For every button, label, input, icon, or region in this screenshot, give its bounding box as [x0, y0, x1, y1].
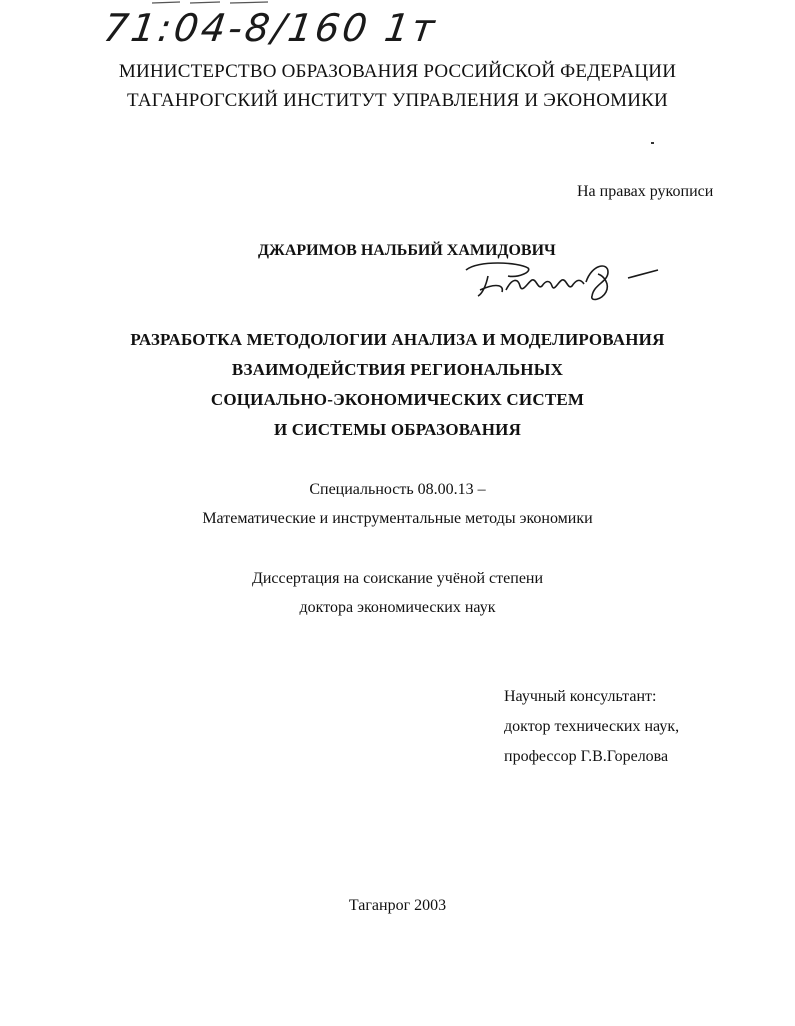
- dissertation-degree-line: Диссертация на соискание учёной степени: [251, 570, 544, 587]
- degree-name: доктора экономических наук: [299, 599, 496, 616]
- author-signature: [458, 256, 668, 304]
- author-name: ДЖАРИМОВ НАЛЬБИЙ ХАМИДОВИЧ: [258, 242, 556, 259]
- consultant-name: профессор Г.В.Горелова: [504, 748, 669, 765]
- specialty-name: Математические и инструментальные методы экономики: [202, 510, 593, 527]
- specialty-code: Специальность 08.00.13 –: [309, 481, 486, 498]
- consultant-label: Научный консультант:: [504, 688, 657, 705]
- consultant-title: доктор технических наук,: [504, 718, 680, 735]
- scan-speck: [651, 142, 654, 144]
- ministry-heading: МИНИСТЕРСТВО ОБРАЗОВАНИЯ РОССИЙСКОЙ ФЕДЕРАЦИИ: [118, 61, 677, 82]
- dissertation-title-line: И СИСТЕМЫ ОБРАЗОВАНИЯ: [273, 420, 522, 439]
- manuscript-rights-label: На правах рукописи: [577, 183, 714, 200]
- institute-heading: ТАГАНРОГСКИЙ ИНСТИТУТ УПРАВЛЕНИЯ И ЭКОНОМИКИ: [127, 90, 668, 111]
- archive-code-handwritten: 71:04-8/160 1т: [100, 6, 441, 50]
- dissertation-title-line: РАЗРАБОТКА МЕТОДОЛОГИИ АНАЛИЗА И МОДЕЛИРОВАНИЯ: [130, 330, 665, 349]
- dissertation-title-line: ВЗАИМОДЕЙСТВИЯ РЕГИОНАЛЬНЫХ: [231, 360, 564, 379]
- city-year: Таганрог 2003: [348, 897, 447, 914]
- dissertation-title-line: СОЦИАЛЬНО-ЭКОНОМИЧЕСКИХ СИСТЕМ: [210, 390, 585, 409]
